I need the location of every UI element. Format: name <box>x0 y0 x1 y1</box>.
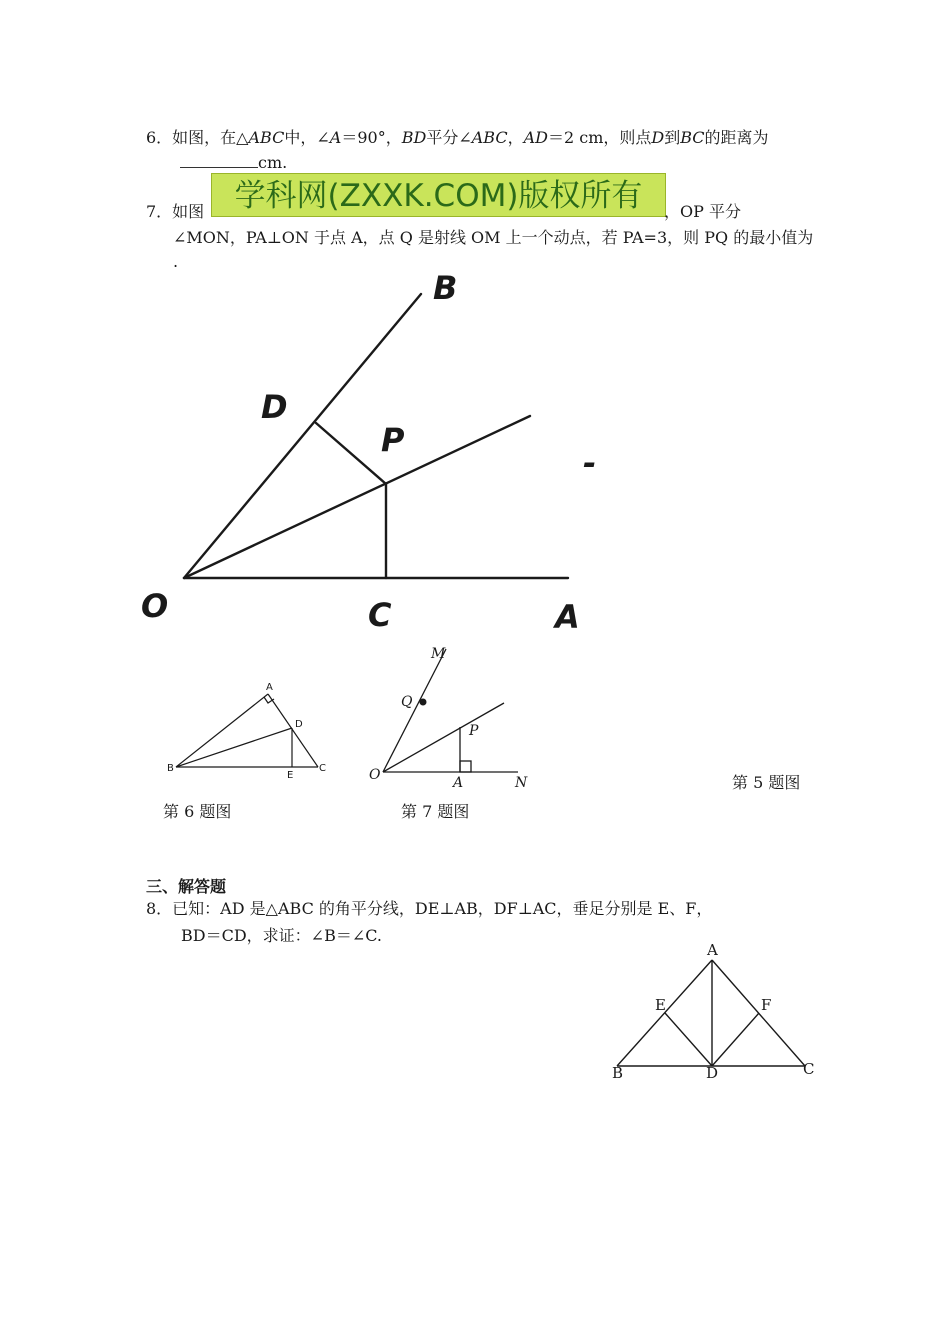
seg-AC <box>268 694 318 767</box>
fig7-label-M: M <box>431 646 446 662</box>
fig5-label-D: D <box>261 388 288 426</box>
watermark-banner: 学科网(ZXXK.COM)版权所有 <box>211 173 666 217</box>
question-7-line-1-end: ，OP 平分 <box>664 202 741 221</box>
fig6-label-A: A <box>266 682 273 693</box>
caption-figure-5: 第 5 题图 <box>732 773 801 792</box>
fig8-label-D: D <box>706 1064 719 1082</box>
fig8-label-E: E <box>655 996 666 1014</box>
question-8-line-1: 8．已知：AD 是△ABC 的角平分线，DE⊥AB，DF⊥AC，垂足分别是 E、F， <box>146 899 713 918</box>
fig6-label-D: D <box>295 719 303 730</box>
fig8-label-B: B <box>612 1064 624 1082</box>
point-Q <box>420 699 427 706</box>
question-8-line-2: BD＝CD，求证：∠B＝∠C. <box>181 926 382 945</box>
fig7-label-Q: Q <box>401 694 413 710</box>
fig8-label-A: A <box>707 941 718 959</box>
fig7-label-P: P <box>469 723 479 739</box>
caption-figure-6: 第 6 题图 <box>163 802 232 821</box>
fig7-label-A: A <box>453 775 464 791</box>
question-7-line-1-start: 7．如图 <box>146 202 205 221</box>
fig5-label-A: A <box>555 598 580 636</box>
right-angle-mark-A <box>264 697 274 703</box>
fig5-label-C: C <box>368 596 392 634</box>
segment-PD <box>316 423 386 484</box>
fig7-label-N: N <box>515 775 528 791</box>
question-6-line-1: 6．如图，在△ABC中，∠A＝90°，BD平分∠ABC，AD＝2 cm，则点D到BC的距离为 <box>146 128 769 147</box>
right-angle-box <box>460 761 471 772</box>
fig5-label-P: P <box>381 421 405 459</box>
question-7-line-3: . <box>173 252 179 271</box>
fig5-stray-dash: - <box>583 444 597 482</box>
fig6-label-B: B <box>167 763 174 774</box>
fig8-label-C: C <box>803 1060 815 1078</box>
seg-AB-8 <box>617 960 712 1066</box>
fig8-label-F: F <box>761 996 772 1014</box>
section-3-title: 三、解答题 <box>146 877 227 896</box>
fig5-label-O: O <box>141 587 169 625</box>
fig6-label-C: C <box>319 763 326 774</box>
ray-OP <box>184 416 530 578</box>
seg-BD <box>176 728 292 767</box>
ray-OB <box>184 294 421 578</box>
seg-DE-8 <box>665 1013 712 1066</box>
seg-DF-8 <box>712 1013 759 1066</box>
seg-BA <box>176 694 268 767</box>
ray-OP-7 <box>383 703 504 772</box>
question-7-line-2: ∠MON，PA⊥ON 于点 A，点 Q 是射线 OM 上一个动点，若 PA=3，则 PQ 的最小值为 <box>173 228 814 247</box>
seg-AC-8 <box>712 960 805 1066</box>
ray-OM <box>383 649 446 772</box>
caption-figure-7: 第 7 题图 <box>401 802 470 821</box>
fig5-label-B: B <box>433 269 458 307</box>
fig6-label-E: E <box>287 770 294 781</box>
fig7-label-O: O <box>369 767 381 783</box>
question-6-line-2: cm. <box>180 153 287 173</box>
answer-blank <box>180 153 258 168</box>
